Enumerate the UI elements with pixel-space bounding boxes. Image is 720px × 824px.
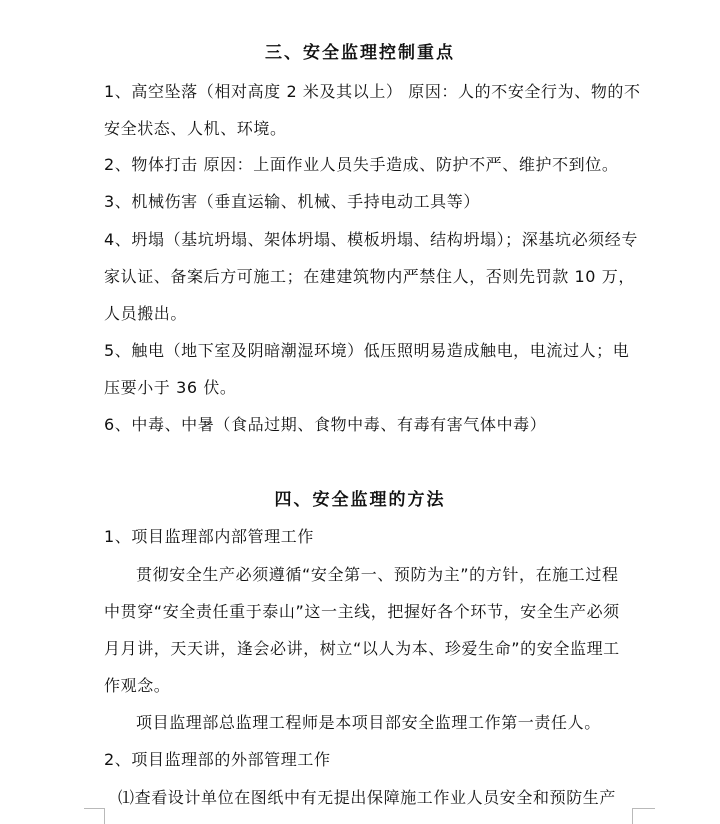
section-4-paragraph-1-line-4: 作观念。	[104, 676, 171, 695]
section-3-item-5-line-2: 压要小于 36 伏。	[104, 378, 237, 397]
section-3-item-3: 3、机械伤害（垂直运输、机械、手持电动工具等）	[104, 192, 480, 211]
page-margin-corner-left	[84, 808, 105, 824]
section-4-paragraph-3: ⑴查看设计单位在图纸中有无提出保障施工作业人员安全和预防生产	[118, 788, 617, 807]
section-3-item-1-line-2: 安全状态、人机、环境。	[104, 119, 287, 138]
section-3-item-1-line-1: 1、高空坠落（相对高度 2 米及其以上） 原因：人的不安全行为、物的不	[104, 82, 641, 101]
section-3-item-4-line-2: 家认证、备案后方可施工；在建建筑物内严禁住人，否则先罚款 10 万，	[104, 267, 635, 286]
section-4-title: 四、安全监理的方法	[274, 490, 446, 510]
section-3-item-2: 2、物体打击 原因：上面作业人员失手造成、防护不严、维护不到位。	[104, 155, 619, 174]
section-4-paragraph-1-line-3: 月月讲，天天讲，逢会必讲，树立“以人为本、珍爱生命”的安全监理工	[104, 639, 620, 658]
section-3-item-4-line-3: 人员搬出。	[104, 304, 188, 323]
section-4-paragraph-1-line-2: 中贯穿“安全责任重于泰山”这一主线，把握好各个环节，安全生产必须	[104, 602, 620, 621]
page-margin-corner-right	[632, 808, 655, 824]
section-3-item-6: 6、中毒、中暑（食品过期、食物中毒、有毒有害气体中毒）	[104, 415, 547, 434]
section-4-subheading-1: 1、项目监理部内部管理工作	[104, 527, 314, 546]
section-3-title: 三、安全监理控制重点	[265, 43, 455, 63]
section-4-paragraph-2: 项目监理部总监理工程师是本项目部安全监理工作第一责任人。	[136, 713, 601, 732]
section-3-item-5-line-1: 5、触电（地下室及阴暗潮湿环境）低压照明易造成触电，电流过人；电	[104, 341, 630, 360]
section-4-subheading-2: 2、项目监理部的外部管理工作	[104, 750, 331, 769]
section-3-item-4-line-1: 4、坍塌（基坑坍塌、架体坍塌、模板坍塌、结构坍塌）；深基坑必须经专	[104, 230, 638, 249]
section-4-paragraph-1-line-1: 贯彻安全生产必须遵循“安全第一、预防为主”的方针，在施工过程	[136, 565, 619, 584]
